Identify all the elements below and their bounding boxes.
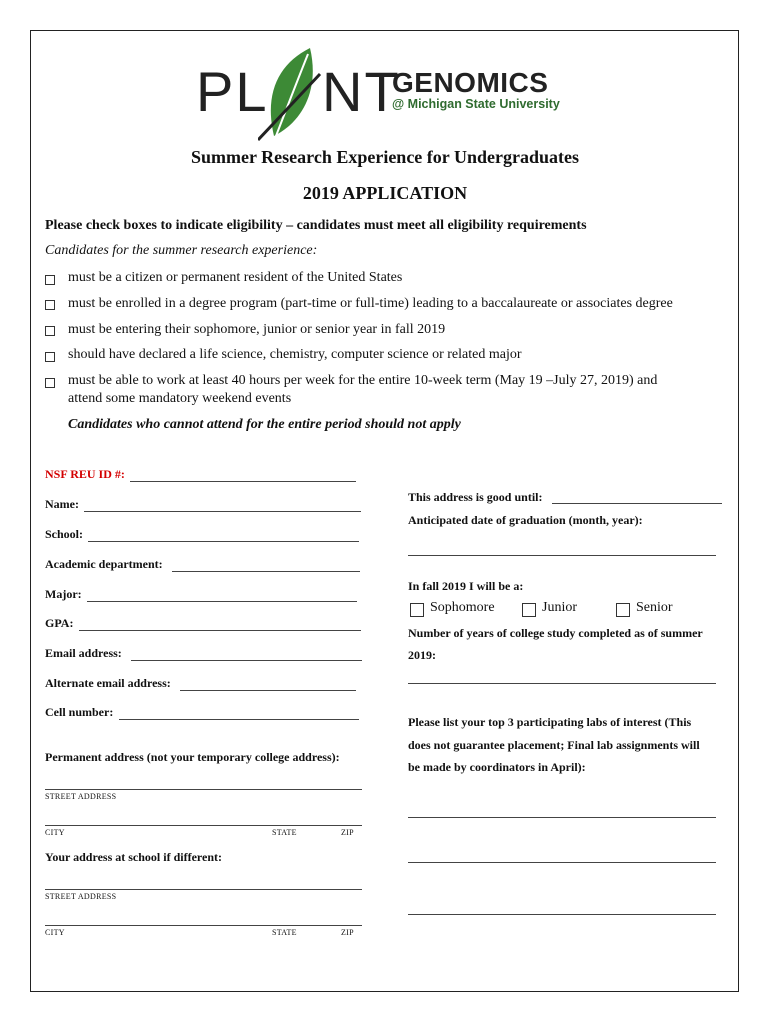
junior-checkbox[interactable] bbox=[522, 603, 536, 617]
logo-genomics: GENOMICS bbox=[392, 67, 549, 98]
permanent-state-caption: STATE bbox=[272, 828, 297, 837]
permanent-city-state-zip-field[interactable] bbox=[45, 825, 362, 826]
school-field[interactable] bbox=[88, 541, 359, 542]
years-study-label: Number of years of college study completed as of summer bbox=[408, 626, 703, 640]
eligibility-item-1: must be a citizen or permanent resident of the United States bbox=[68, 270, 403, 285]
permanent-street-caption: STREET ADDRESS bbox=[45, 792, 117, 801]
school-address-label: Your address at school if different: bbox=[45, 850, 222, 864]
department-field[interactable] bbox=[172, 571, 360, 572]
logo-text-pl: PL bbox=[196, 60, 269, 123]
lab-choice-2-field[interactable] bbox=[408, 862, 716, 863]
gpa-field[interactable] bbox=[79, 630, 361, 631]
eligibility-checkbox-4[interactable] bbox=[45, 352, 55, 362]
eligibility-item-5-cont: attend some mandatory weekend events bbox=[68, 391, 292, 406]
school-street-field[interactable] bbox=[45, 889, 362, 890]
page-title: Summer Research Experience for Undergraduates bbox=[191, 147, 579, 167]
permanent-zip-caption: ZIP bbox=[341, 828, 354, 837]
school-zip-caption: ZIP bbox=[341, 928, 354, 937]
eligibility-checkbox-3[interactable] bbox=[45, 326, 55, 336]
address-good-field[interactable] bbox=[552, 503, 722, 504]
graduation-label: Anticipated date of graduation (month, year): bbox=[408, 513, 643, 527]
eligibility-lead: Candidates for the summer research experience: bbox=[45, 243, 318, 258]
school-state-caption: STATE bbox=[272, 928, 297, 937]
department-label: Academic department: bbox=[45, 557, 163, 571]
eligibility-checkbox-1[interactable] bbox=[45, 275, 55, 285]
logo-institution: @ Michigan State University bbox=[392, 97, 560, 111]
labs-label-line2: does not guarantee placement; Final lab assignments will bbox=[408, 738, 700, 752]
eligibility-item-4: should have declared a life science, chemistry, computer science or related major bbox=[68, 347, 522, 362]
lab-choice-1-field[interactable] bbox=[408, 817, 716, 818]
school-city-caption: CITY bbox=[45, 928, 65, 937]
senior-checkbox[interactable] bbox=[616, 603, 630, 617]
eligibility-checkbox-2[interactable] bbox=[45, 300, 55, 310]
alt-email-field[interactable] bbox=[180, 690, 356, 691]
years-study-field[interactable] bbox=[408, 683, 716, 684]
school-street-caption: STREET ADDRESS bbox=[45, 892, 117, 901]
eligibility-item-3: must be entering their sophomore, junior or senior year in fall 2019 bbox=[68, 322, 446, 337]
labs-label-line3: be made by coordinators in April): bbox=[408, 760, 586, 774]
eligibility-checkbox-5[interactable] bbox=[45, 378, 55, 388]
years-study-label-cont: 2019: bbox=[408, 648, 436, 662]
labs-label-line1: Please list your top 3 participating labs of interest (This bbox=[408, 715, 692, 729]
alt-email-label: Alternate email address: bbox=[45, 676, 171, 690]
lab-choice-3-field[interactable] bbox=[408, 914, 716, 915]
page-subtitle: 2019 APPLICATION bbox=[302, 183, 468, 203]
sophomore-label: Sophomore bbox=[430, 600, 495, 615]
senior-label: Senior bbox=[636, 600, 673, 615]
gpa-label: GPA: bbox=[45, 616, 74, 630]
graduation-field[interactable] bbox=[408, 555, 716, 556]
address-good-label: This address is good until: bbox=[408, 490, 543, 504]
major-field[interactable] bbox=[87, 601, 357, 602]
cell-field[interactable] bbox=[119, 719, 359, 720]
name-label: Name: bbox=[45, 497, 79, 511]
eligibility-item-5: must be able to work at least 40 hours per week for the entire 10-week term (May 19 –July 27, 2019) and bbox=[68, 373, 658, 388]
school-city-state-zip-field[interactable] bbox=[45, 925, 362, 926]
permanent-address-label: Permanent address (not your temporary college address): bbox=[45, 750, 340, 764]
nsf-id-label: NSF REU ID #: bbox=[45, 467, 125, 481]
permanent-city-caption: CITY bbox=[45, 828, 65, 837]
name-field[interactable] bbox=[84, 511, 361, 512]
major-label: Major: bbox=[45, 587, 82, 601]
leaf-icon bbox=[258, 44, 328, 144]
eligibility-instruction: Please check boxes to indicate eligibility – candidates must meet all eligibility requirements bbox=[45, 218, 587, 233]
school-label: School: bbox=[45, 527, 84, 541]
eligibility-note: Candidates who cannot attend for the entire period should not apply bbox=[68, 417, 461, 432]
nsf-id-field[interactable] bbox=[130, 481, 356, 482]
junior-label: Junior bbox=[542, 600, 577, 615]
sophomore-checkbox[interactable] bbox=[410, 603, 424, 617]
logo-text-nt: NT bbox=[322, 60, 401, 123]
eligibility-item-2: must be enrolled in a degree program (part-time or full-time) leading to a baccalaureate or associates degree bbox=[68, 296, 673, 311]
fall-year-label: In fall 2019 I will be a: bbox=[408, 579, 524, 593]
email-field[interactable] bbox=[131, 660, 362, 661]
cell-label: Cell number: bbox=[45, 705, 114, 719]
email-label: Email address: bbox=[45, 646, 122, 660]
permanent-street-field[interactable] bbox=[45, 789, 362, 790]
